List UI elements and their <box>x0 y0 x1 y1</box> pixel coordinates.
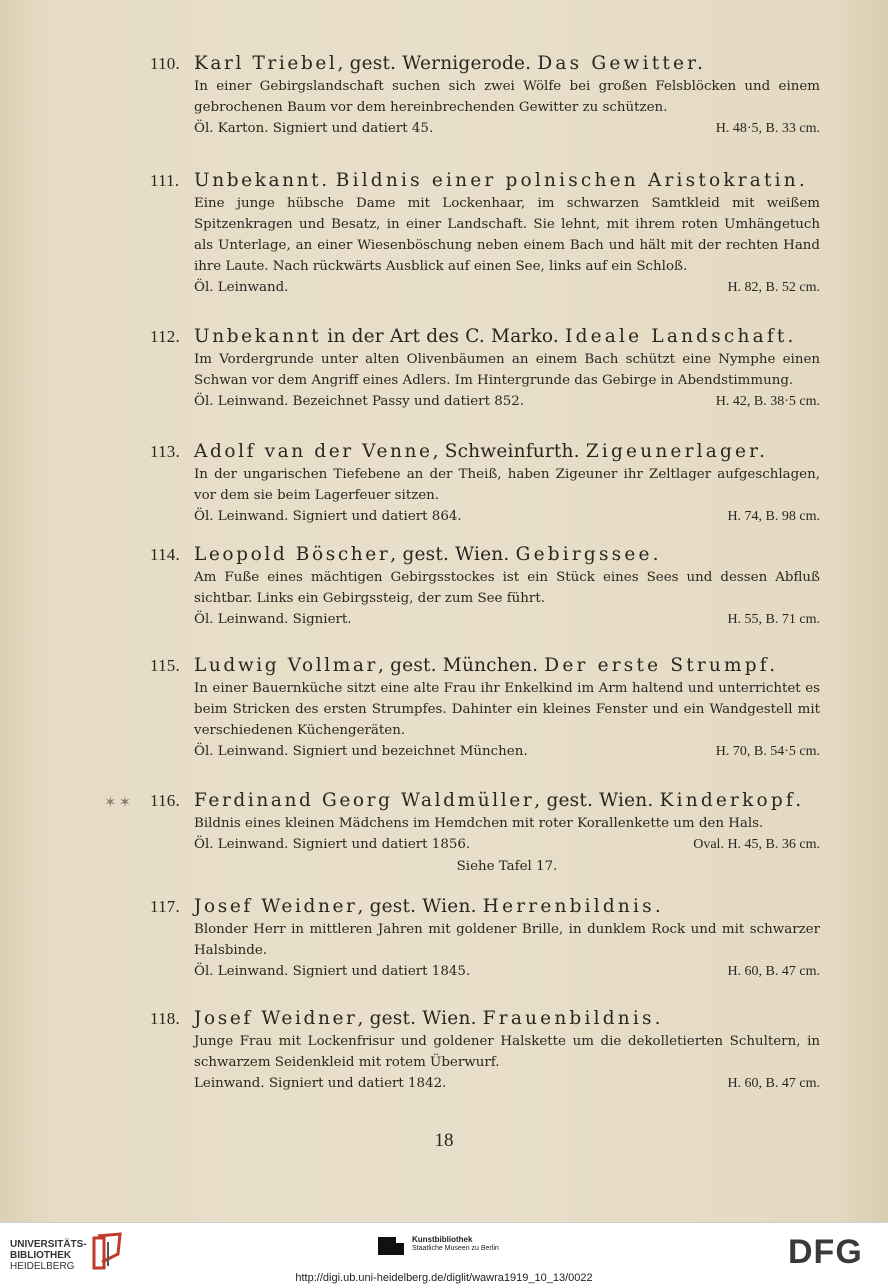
entry-heading <box>150 440 820 464</box>
entry-medium: Öl. Leinwand. Signiert und datiert 1856. <box>194 837 471 852</box>
margin-marks: ✶✶ <box>104 793 134 811</box>
entry-artist: Josef Weidner <box>194 896 358 917</box>
entry-medium: Leinwand. Signiert und datiert 1842. <box>194 1076 447 1091</box>
entry-description: In der ungarischen Tiefebene an der Theiß, haben Zigeuner ihr Zeltlager aufgeschlagen, vor dem sie beim Lagerfeuer sitzen. <box>194 467 820 503</box>
entry-title: Bildnis einer polnischen Aristokratin. <box>335 170 808 191</box>
entry-number: 115. <box>150 656 180 675</box>
entry-medium: Öl. Leinwand. Bezeichnet Passy und datiert 852. <box>194 394 525 409</box>
entry-number: 114. <box>150 545 180 564</box>
entry-description: Am Fuße eines mächtigen Gebirgsstockes ist ein Stück eines Sees und dessen Abfluß sichtbar. Links ein Gebirgssteig, der zum See führt. <box>194 570 820 606</box>
entry-meta-row <box>194 741 820 763</box>
entry-medium: Öl. Leinwand. Signiert. <box>194 612 352 627</box>
entry-number: 113. <box>150 442 180 461</box>
catalog-entry <box>150 789 820 878</box>
catalog-entry <box>150 1007 820 1095</box>
entry-title: Herrenbildnis. <box>482 896 664 917</box>
entry-heading <box>150 325 820 349</box>
entry-heading <box>150 52 820 76</box>
catalog-entry <box>150 543 820 631</box>
entry-artist: Ludwig Vollmar <box>194 655 378 676</box>
entry-heading <box>150 169 820 193</box>
university-library-logo[interactable] <box>10 1239 87 1272</box>
entry-meta-row <box>194 609 820 631</box>
entry-number: 118. <box>150 1009 180 1028</box>
uni-logo-line: UNIVERSITÄTS- <box>10 1239 87 1250</box>
entry-description: Blonder Herr in mittleren Jahren mit goldener Brille, in dunklem Rock und mit schwarzer Halsbinde. <box>194 922 820 958</box>
entry-number: 111. <box>150 171 180 190</box>
entry-dimensions: H. 42, B. 38·5 cm. <box>715 394 820 409</box>
entry-meta-row <box>194 834 820 856</box>
entry-meta-row <box>194 277 820 299</box>
kb-subtitle: Staatliche Museen zu Berlin <box>412 1245 499 1252</box>
entry-origin: , gest. Wernigerode. <box>337 53 532 74</box>
entry-title: Gebirgssee. <box>515 544 662 565</box>
uni-logo-line: BIBLIOTHEK <box>10 1250 72 1261</box>
entry-dimensions: H. 55, B. 71 cm. <box>727 612 820 627</box>
kunstbibliothek-logo-icon <box>376 1235 406 1257</box>
entry-medium: Öl. Leinwand. Signiert und datiert 1845. <box>194 964 471 979</box>
catalog-entry <box>150 654 820 763</box>
entry-number: 112. <box>150 327 180 346</box>
entry-title: Zigeunerlager. <box>585 441 769 462</box>
entry-meta-row <box>194 506 820 528</box>
entry-dimensions: Oval. H. 45, B. 36 cm. <box>693 837 820 852</box>
uni-logo-line: HEIDELBERG <box>10 1261 75 1272</box>
entry-medium: Öl. Leinwand. Signiert und bezeichnet München. <box>194 744 528 759</box>
entry-origin: , Schweinfurth. <box>432 441 580 462</box>
entry-origin: in der Art des C. Marko. <box>321 326 559 347</box>
entry-meta-row <box>194 391 820 413</box>
catalog-entry <box>150 895 820 983</box>
dfg-logo[interactable]: DFG <box>788 1233 863 1271</box>
entry-medium: Öl. Leinwand. Signiert und datiert 864. <box>194 509 462 524</box>
entry-dimensions: H. 82, B. 52 cm. <box>727 280 820 295</box>
entry-heading <box>150 1007 820 1031</box>
entry-origin: , gest. Wien. <box>357 896 477 917</box>
entry-title: Das Gewitter. <box>537 53 707 74</box>
entry-heading <box>150 789 820 813</box>
entry-artist: Ferdinand Georg Waldmüller <box>194 790 535 811</box>
entry-origin: , gest. Wien. <box>534 790 654 811</box>
entry-artist: Karl Triebel <box>194 53 338 74</box>
entry-heading <box>150 654 820 678</box>
entry-title: Ideale Landschaft. <box>565 326 797 347</box>
entry-artist: Unbekannt <box>194 326 322 347</box>
entry-description: In einer Gebirgslandschaft suchen sich zwei Wölfe bei großen Felsblöcken und einem gebrochenen Baum vor dem hereinbrechenden Gewitter zu schützen. <box>194 79 820 115</box>
entry-artist: Leopold Böscher <box>194 544 391 565</box>
entry-medium: Öl. Leinwand. <box>194 280 289 295</box>
entry-origin: , gest. Wien. <box>390 544 510 565</box>
entry-description: In einer Bauernküche sitzt eine alte Frau ihr Enkelkind im Arm haltend und unterrichtet es beim Stricken des ersten Strumpfes. Dahinter ein kleines Fenster und ein Wandgestell mit verschiedenen Küchengeräten. <box>194 681 820 738</box>
catalog-entry <box>150 325 820 413</box>
entry-artist: Unbekannt. <box>194 170 330 191</box>
entry-number: 116. <box>150 791 180 810</box>
page-number: 18 <box>434 1130 454 1151</box>
entry-title: Kinderkopf. <box>659 790 805 811</box>
entry-dimensions: H. 74, B. 98 cm. <box>727 509 820 524</box>
entry-meta-row <box>194 1073 820 1095</box>
entry-title: Der erste Strumpf. <box>544 655 779 676</box>
entry-description: Eine junge hübsche Dame mit Lockenhaar, im schwarzen Samtkleid mit weißem Spitzenkragen und Besatz, in einer Landschaft. Sie lehnt, mit ihrem roten Umhängetuch als Unterlage, an einer Wiesenböschung neben einem Bach und hält mit der rechten Hand ihre Laute. Nach rückwärts Ausblick auf einen See, links auf ein Schloß. <box>194 196 820 274</box>
catalog-entry <box>150 52 820 140</box>
catalog-entry <box>150 169 820 299</box>
source-url-link[interactable]: http://digi.ub.uni-heidelberg.de/diglit/wawra1919_10_13/0022 <box>295 1272 593 1284</box>
kunstbibliothek-label[interactable] <box>412 1235 499 1253</box>
entry-description: Im Vordergrunde unter alten Olivenbäumen an einem Bach schützt eine Nymphe einen Schwan vor dem Angriff eines Adlers. Im Hintergrunde das Gebirge in Abendstimmung. <box>194 352 820 388</box>
viewer-footer <box>0 1222 888 1288</box>
entry-title: Frauenbildnis. <box>482 1008 664 1029</box>
entry-origin: , gest. München. <box>377 655 539 676</box>
entry-number: 117. <box>150 897 180 916</box>
entry-meta-row <box>194 961 820 983</box>
entry-description: Junge Frau mit Lockenfrisur und goldener Halskette um die dekolletierten Schultern, in schwarzem Seidenkleid mit rotem Überwurf. <box>194 1034 820 1070</box>
kb-title: Kunstbibliothek <box>412 1235 473 1244</box>
plate-reference: Siehe Tafel 17. <box>456 859 558 874</box>
entry-dimensions: H. 60, B. 47 cm. <box>727 1076 820 1091</box>
entry-medium: Öl. Karton. Signiert und datiert 45. <box>194 121 434 136</box>
catalog-entry <box>150 440 820 528</box>
entry-heading <box>150 543 820 567</box>
entry-number: 110. <box>150 54 180 73</box>
entry-dimensions: H. 70, B. 54·5 cm. <box>715 744 820 759</box>
entry-artist: Adolf van der Venne <box>194 441 433 462</box>
entry-dimensions: H. 60, B. 47 cm. <box>727 964 820 979</box>
entry-heading <box>150 895 820 919</box>
entry-origin: , gest. Wien. <box>357 1008 477 1029</box>
university-emblem-icon <box>90 1232 124 1272</box>
entry-meta-row <box>194 118 820 140</box>
entry-artist: Josef Weidner <box>194 1008 358 1029</box>
entry-dimensions: H. 48·5, B. 33 cm. <box>715 121 820 136</box>
entry-description: Bildnis eines kleinen Mädchens im Hemdchen mit roter Korallenkette um den Hals. <box>194 816 764 831</box>
